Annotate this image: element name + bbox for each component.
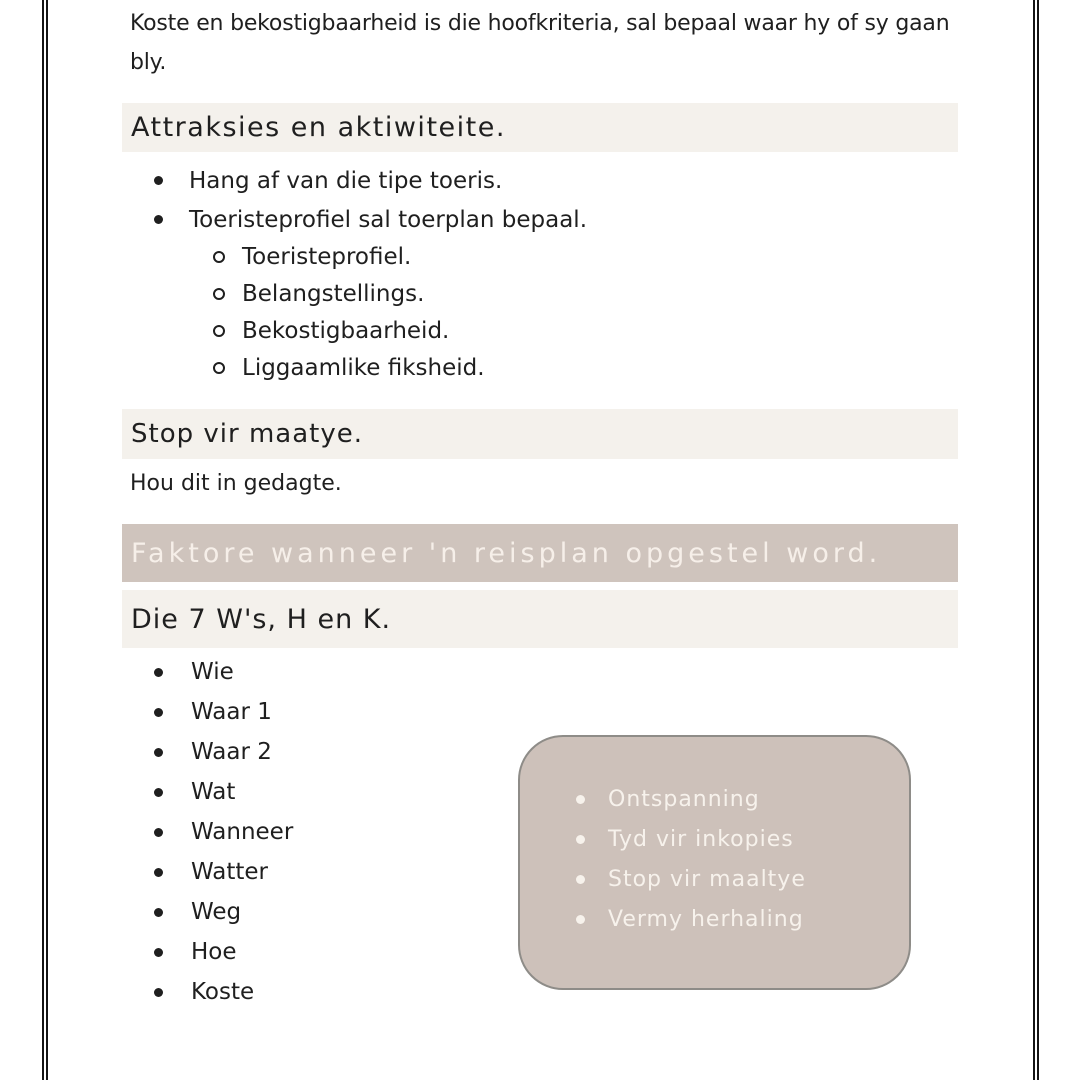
list-item xyxy=(154,732,293,772)
list-item xyxy=(154,852,293,892)
list-item xyxy=(154,652,293,692)
list-item xyxy=(154,692,293,732)
intro-paragraph: Koste en bekostigbaarheid is die hoofkriteria, sal bepaal waar hy of sy gaan bly. xyxy=(130,11,950,75)
heading-attraksies-text: Attraksies en aktiwiteite. xyxy=(131,112,506,143)
list-item-text: Weg xyxy=(191,899,242,925)
bullet-dot-icon xyxy=(576,835,585,844)
list-item xyxy=(154,812,293,852)
heading-die-7-ws-text: Die 7 W's, H en K. xyxy=(131,603,392,635)
list-item-text: Toeristeprofiel sal toerplan bepaal. xyxy=(189,206,588,233)
list-item-text: Toeristeprofiel. xyxy=(242,243,412,270)
callout-bullet-list xyxy=(576,779,806,939)
list-item-text: Bekostigbaarheid. xyxy=(242,317,450,344)
hollow-bullet-icon xyxy=(213,362,225,374)
list-item xyxy=(154,892,293,932)
bullet-dot-icon xyxy=(154,668,163,677)
note-paragraph: Hou dit in gedagte. xyxy=(130,471,342,496)
bullet-dot-icon xyxy=(576,875,585,884)
list-item-text: Tyd vir inkopies xyxy=(608,826,794,852)
page-border-left xyxy=(42,0,48,1080)
bullet-dot-icon xyxy=(576,795,585,804)
heading-band-stop-vir-maatye xyxy=(122,409,958,459)
heading-faktore-text: Faktore wanneer 'n reisplan opgestel word. xyxy=(131,537,882,569)
bullet-dot-icon xyxy=(154,868,163,877)
list-item-text: Waar 1 xyxy=(191,699,272,725)
bullet-dot-icon xyxy=(154,215,163,224)
callout-box xyxy=(518,735,911,990)
attraksies-sub-bullet-list xyxy=(213,238,485,386)
hollow-bullet-icon xyxy=(213,325,225,337)
bullet-dot-icon xyxy=(154,788,163,797)
list-item xyxy=(576,899,806,939)
bullet-dot-icon xyxy=(154,176,163,185)
heading-band-die-7-ws xyxy=(122,590,958,648)
attraksies-bullet-list xyxy=(154,161,587,239)
list-item-text: Wie xyxy=(191,659,234,685)
heading-stop-vir-maatye-text: Stop vir maatye. xyxy=(131,419,363,449)
hollow-bullet-icon xyxy=(213,251,225,263)
list-item-text: Vermy herhaling xyxy=(608,906,804,932)
list-item xyxy=(576,779,806,819)
page-border-right xyxy=(1033,0,1039,1080)
list-item-text: Hang af van die tipe toeris. xyxy=(189,167,503,194)
list-item-text: Watter xyxy=(191,859,269,885)
list-item xyxy=(154,200,587,239)
list-item xyxy=(576,819,806,859)
list-item xyxy=(576,859,806,899)
list-item-text: Liggaamlike fiksheid. xyxy=(242,354,485,381)
list-item-text: Stop vir maaltye xyxy=(608,866,806,892)
bullet-dot-icon xyxy=(154,908,163,917)
seven-ws-bullet-list xyxy=(154,652,293,1012)
bullet-dot-icon xyxy=(154,988,163,997)
list-item xyxy=(213,349,485,386)
bullet-dot-icon xyxy=(154,708,163,717)
heading-band-faktore xyxy=(122,524,958,582)
list-item-text: Hoe xyxy=(191,939,237,965)
heading-band-attraksies xyxy=(122,103,958,152)
list-item-text: Waar 2 xyxy=(191,739,272,765)
bullet-dot-icon xyxy=(154,948,163,957)
list-item-text: Ontspanning xyxy=(608,786,760,812)
list-item-text: Koste xyxy=(191,979,255,1005)
list-item xyxy=(154,932,293,972)
list-item xyxy=(154,161,587,200)
list-item xyxy=(213,312,485,349)
list-item xyxy=(154,972,293,1012)
bullet-dot-icon xyxy=(154,828,163,837)
list-item-text: Wanneer xyxy=(191,819,294,845)
list-item xyxy=(154,772,293,812)
bullet-dot-icon xyxy=(576,915,585,924)
hollow-bullet-icon xyxy=(213,288,225,300)
list-item-text: Belangstellings. xyxy=(242,280,425,307)
bullet-dot-icon xyxy=(154,748,163,757)
list-item-text: Wat xyxy=(191,779,236,805)
list-item xyxy=(213,275,485,312)
list-item xyxy=(213,238,485,275)
